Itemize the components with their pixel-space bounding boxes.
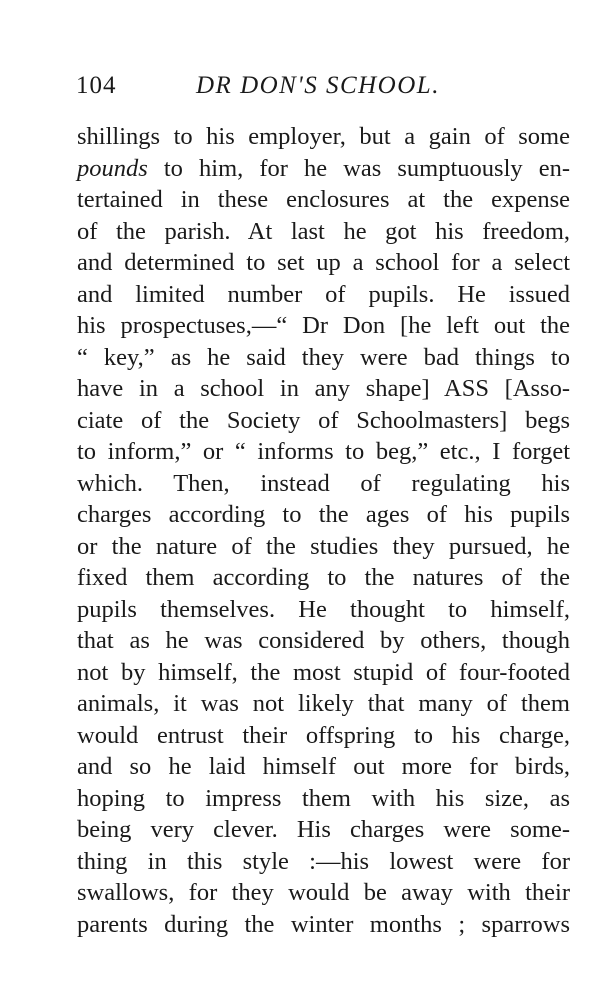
text-line: hoping to impress them with his size, as	[77, 784, 570, 812]
running-title: DR DON'S SCHOOL.	[196, 72, 440, 99]
text-line: of the parish. At last he got his freedom,	[77, 217, 570, 245]
text-line: ciate of the Society of Schoolmasters] begs	[77, 406, 570, 434]
text-line: his prospectuses,—“ Dr Don [he left out the	[77, 312, 570, 339]
text-line: “ key,” as he said they were bad things to	[77, 343, 570, 371]
page-number: 104	[76, 72, 117, 99]
text-line: and limited number of pupils. He issued	[77, 280, 570, 308]
text-line: which. Then, instead of regulating his	[77, 469, 570, 497]
text-line: would entrust their offspring to his charge,	[77, 721, 570, 749]
text-line: fixed them according to the natures of the	[77, 564, 570, 591]
text-line-rest: to him, for he was sumptuously en-	[147, 154, 570, 182]
text-line: swallows, for they would be away with their	[77, 879, 570, 906]
text-line: animals, it was not likely that many of them	[77, 690, 570, 717]
running-head	[76, 72, 572, 102]
text-line: have in a school in any shape] ASS [Asso-	[77, 375, 570, 402]
text-line: and so he laid himself out more for birds,	[77, 753, 570, 780]
text-line: thing in this style :—his lowest were for	[77, 847, 570, 875]
text-line: pupils themselves. He thought to himself,	[77, 595, 570, 623]
italic-word: pounds	[77, 154, 148, 182]
text-line	[77, 153, 570, 185]
text-line: and determined to set up a school for a select	[77, 249, 570, 276]
text-line: not by himself, the most stupid of four-footed	[77, 658, 570, 686]
text-line: tertained in these enclosures at the expense	[77, 186, 570, 213]
text-line: shillings to his employer, but a gain of some	[77, 123, 570, 150]
body-text	[77, 121, 570, 940]
text-line: parents during the winter months ; sparrows	[77, 910, 570, 938]
text-line: or the nature of the studies they pursued, he	[77, 532, 570, 560]
text-line: being very clever. His charges were some-	[77, 816, 570, 843]
text-line: charges according to the ages of his pupils	[77, 501, 570, 528]
text-line: to inform,” or “ informs to beg,” etc., I forget	[77, 438, 570, 465]
text-line: that as he was considered by others, though	[77, 627, 570, 654]
